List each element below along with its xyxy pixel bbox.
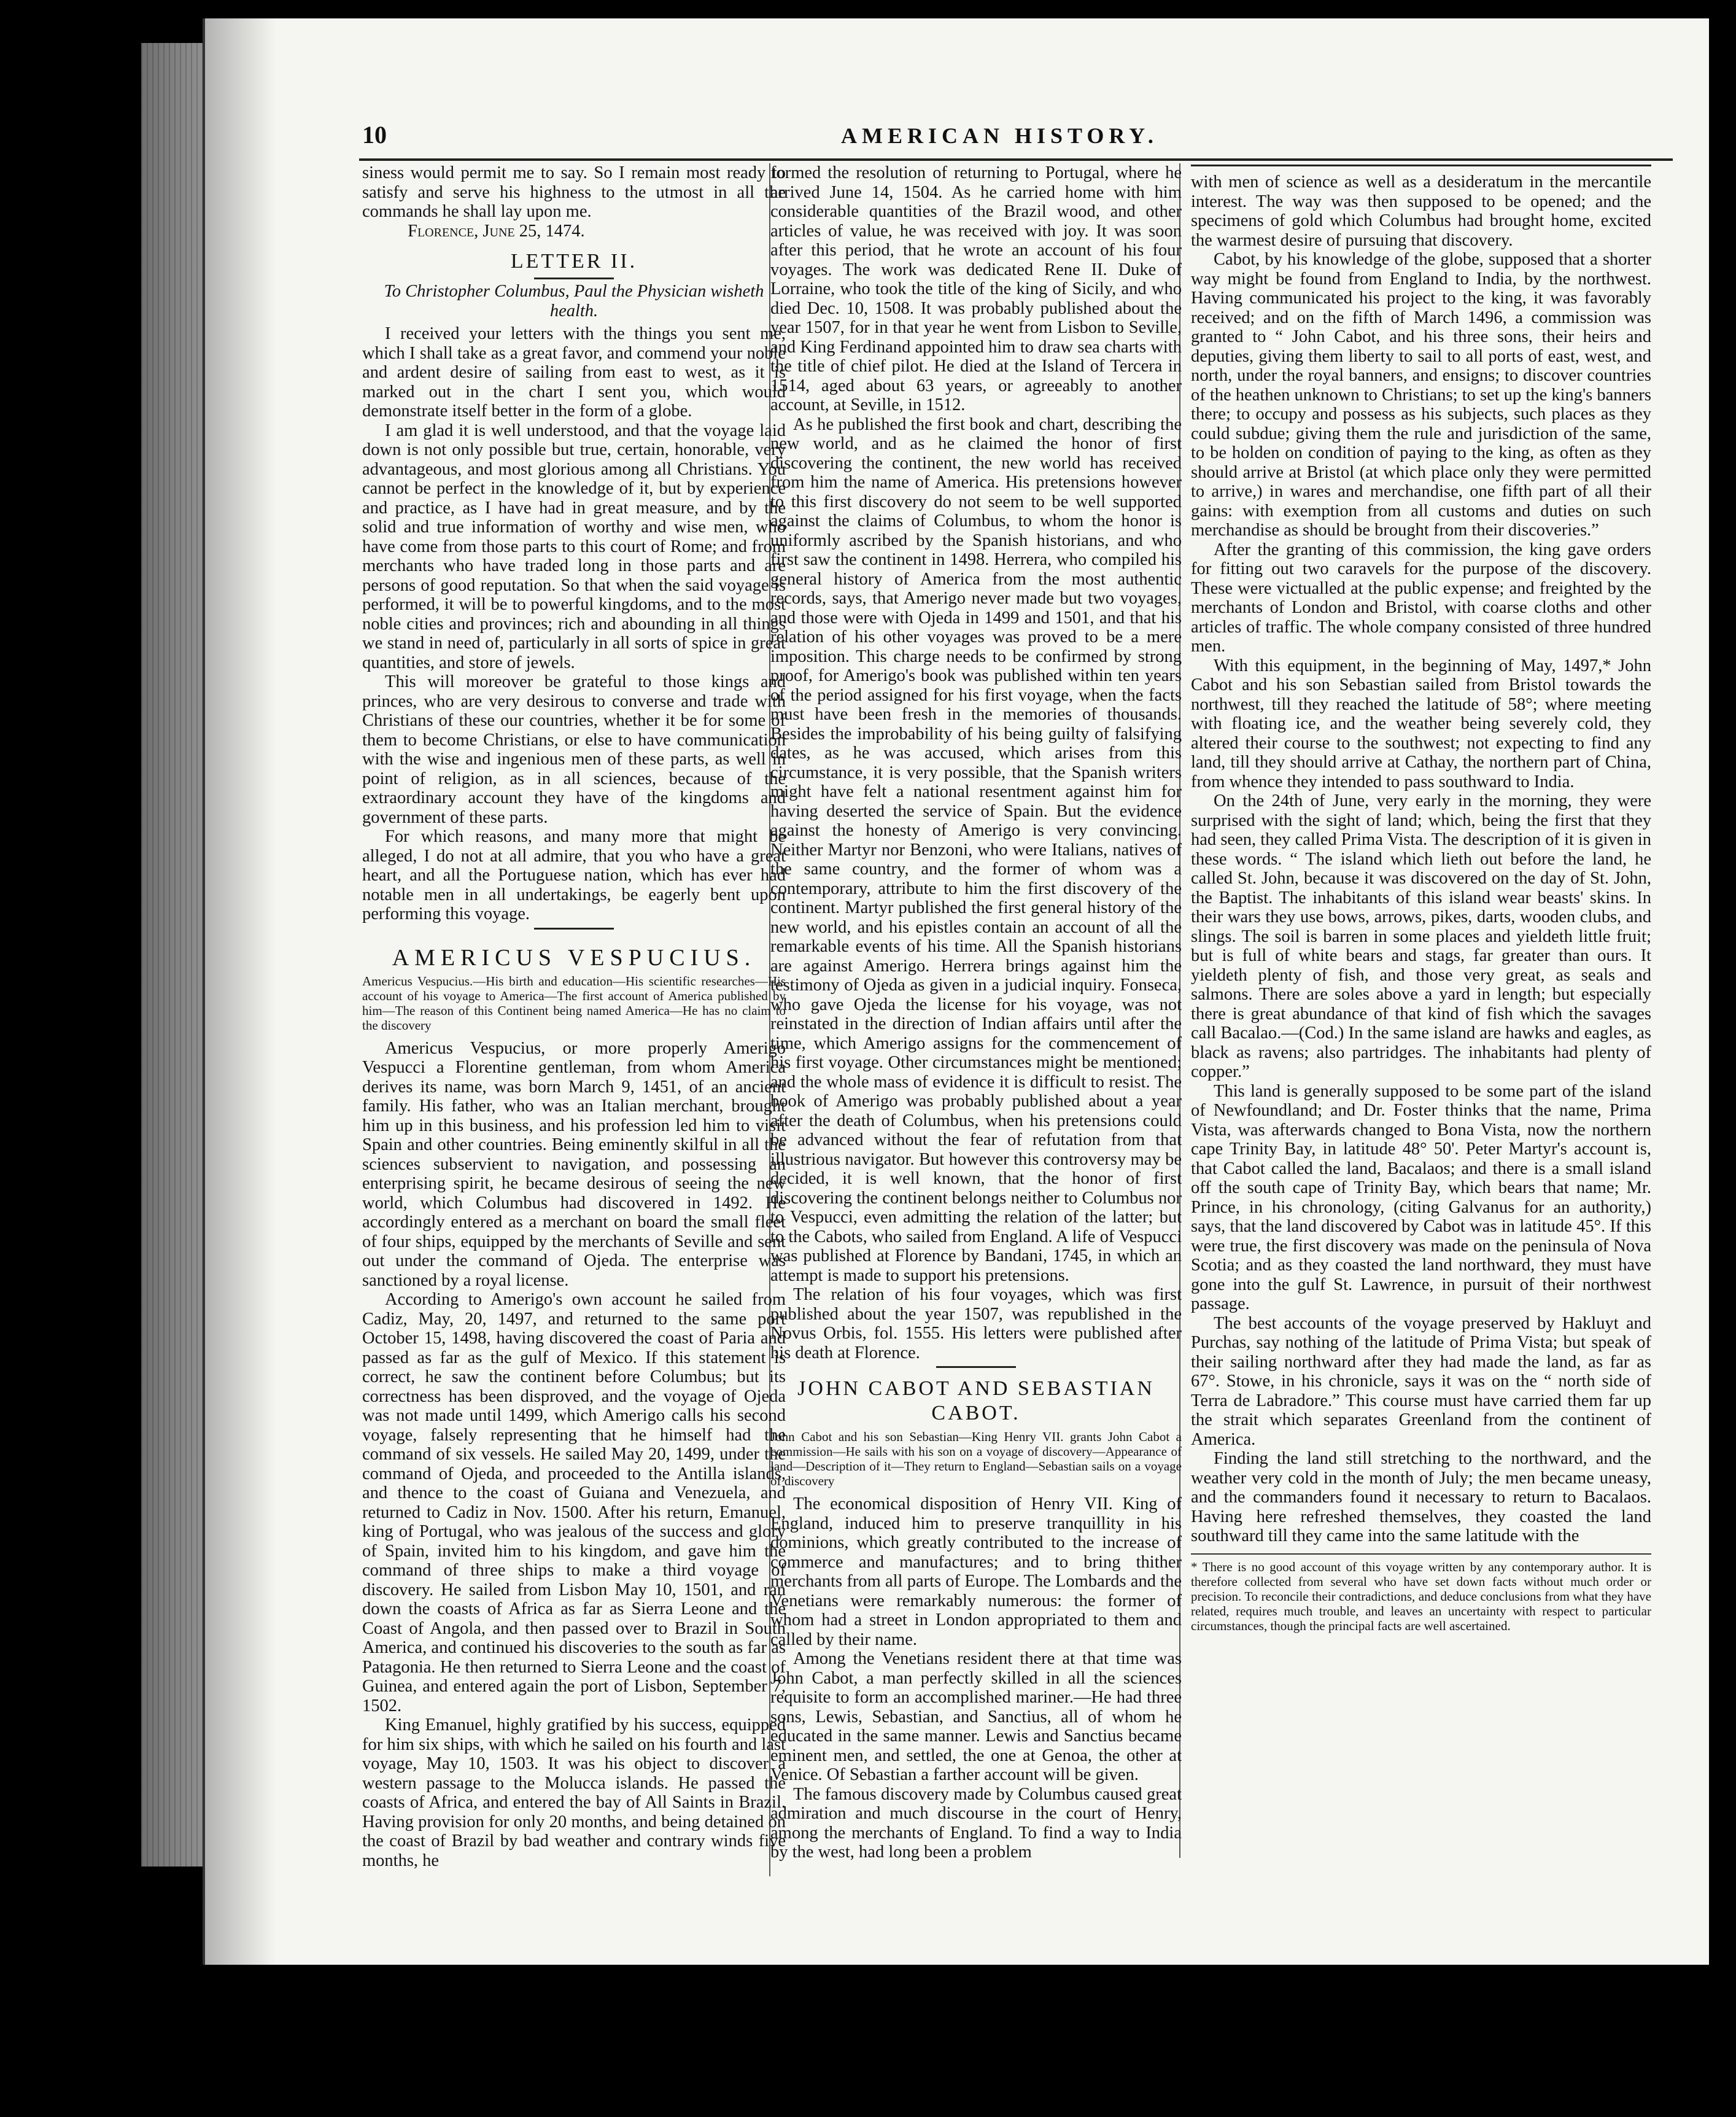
- section-summary: John Cabot and his son Sebastian—King Henry VII. grants John Cabot a commission—He sails with his son on a voyage of discovery—Appearance of land—Description of it—They return to England—Sebastian sails on a voyage of discovery: [770, 1429, 1182, 1488]
- body-paragraph: with men of science as well as a desideratum in the mercantile interest. The way was then supposed to be opened; and the specimens of gold which Columbus had brought home, excited the warmest desire of pursuing that discovery.: [1191, 173, 1651, 250]
- letter-paragraph: I received your letters with the things you sent me, which I shall take as a great favor, and commend your noble and ardent desire of sailing from east to west, as it is marked out in the chart I sent you, which would demonstrate itself better in the form of a globe.: [362, 324, 786, 421]
- section-heading: AMERICUS VESPUCIUS.: [392, 944, 756, 971]
- dateline: Florence, June 25, 1474.: [408, 221, 585, 241]
- footnote-rule: [1191, 1553, 1651, 1555]
- letter-closing: siness would permit me to say. So I remain most ready to satisfy and serve his highness to the utmost in all the commands he shall lay upon me.: [362, 163, 786, 221]
- body-paragraph: As he published the first book and chart, describing the new world, and as he claimed the honor of first discovering the continent, the new world has received from him the name of America. His pretensions however to this first discovery do not seem to be well supported against the claims of Columbus, to whom the honor is uniformly ascribed by the Spanish historians, and who first saw the continent in 1498. Herrera, who compiled his general history of America from the most authentic records, says, that Amerigo never made but two voyages, and those were with Ojeda in 1499 and 1501, and that his relation of his other voyages was proved to be a mere imposition. This charge needs to be confirmed by strong proof, for Amerigo's book was published within ten years of the period assigned for his first voyage, when the facts must have been fresh in the memories of thousands. Besides the improbability of his being guilty of falsifying dates, as he was accused, which arises from this circumstance, it is very possible, that the Spanish writers might have felt a national resentment against him for having deserted the service of Spain. But the evidence against the honesty of Amerigo is very convincing. Neither Martyr nor Benzoni, who were Italians, natives of the same country, and the former of whom was a contemporary, attribute to him the first discovery of the continent. Martyr published the first general history of the new world, and his epistles contain an account of all the remarkable events of his time. All the Spanish historians are against Amerigo. Herrera brings against him the testimony of Ojeda as given in a judicial inquiry. Fonseca, who gave Ojeda the license for his voyage, was not reinstated in the direction of Indian affairs until after the time, which Amerigo assigns for the commencement of his first voyage. Other circumstances might be mentioned; and the whole mass of evidence it is difficult to resist. The book of Amerigo was probably published about a year after the death of Columbus, when his pretensions could be advanced without the fear of refutation from that illustrious navigator. But however this controversy may be decided, it is well known, that the honor of first discovering the continent belongs neither to Columbus nor to Vespucci, even admitting the relation of the latter; but to the Cabots, who sailed from England. A life of Vespucci was published at Florence by Bandani, 1745, in which an attempt is made to support his pretensions.: [770, 414, 1182, 1285]
- body-paragraph: Among the Venetians resident there at that time was John Cabot, a man perfectly skilled in all the sciences requisite to form an accomplished mariner.—He had three sons, Lewis, Sebastian, and Sanctius, all of whom he educated in the same manner. Lewis and Sanctius became eminent men, and settled, the one at Genoa, the other at Venice. Of Sebastian a farther account will be given.: [770, 1649, 1182, 1784]
- body-paragraph: formed the resolution of returning to Portugal, where he arrived June 14, 1504. As he carried home with him considerable quantities of the Brazil wood, and other articles of value, he was received with joy. It was soon after this period, that he wrote an account of his four voyages. The work was dedicated Rene II. Duke of Lorraine, who took the title of the king of Sicily, and who died Dec. 10, 1508. It was probably published about the year 1507, for in that year he went from Lisbon to Seville, and King Ferdinand appointed him to draw sea charts with the title of chief pilot. He died at the Island of Tercera in 1514, aged about 63 years, or agreeably to another account, at Seville, in 1512.: [770, 163, 1182, 414]
- column-2: [770, 163, 1182, 1970]
- letter-paragraph: This will moreover be grateful to those kings and princes, who are very desirous to converse and trade with Christians of these our countries, whether it be for some of them to become Christians, or else to have communication with the wise and ingenious men of these parts, as well in point of religion, as in all sciences, because of the extraordinary account they have of the kingdoms and government of these parts.: [362, 672, 786, 827]
- body-paragraph: King Emanuel, highly gratified by his success, equipped for him six ships, with which he sailed on his fourth and last voyage, May 10, 1503. It was his object to discover a western passage to the Molucca islands. He passed the coasts of Africa, and entered the bay of All Saints in Brazil. Having provision for only 20 months, and being detained on the coast of Brazil by bad weather and contrary winds five months, he: [362, 1715, 786, 1870]
- body-paragraph: This land is generally supposed to be some part of the island of Newfoundland; and Dr. Foster thinks that the name, Prima Vista, was afterwards changed to Bona Vista, now the northern cape Trinity Bay, in latitude 48° 50'. Peter Martyr's account is, that Cabot called the land, Bacalaos; and there is a small island off the south cape of Trinity Bay, which bears that name; Mr. Prince, in his chronology, (citing Galvanus for an authority,) says, that the land discovered by Cabot was in latitude 45°. If this were true, the first discovery was made on the peninsula of Nova Scotia; and as they coasted the land northward, they must have gone into the gulf St. Lawrence, in pursuit of their northwest passage.: [1191, 1081, 1651, 1313]
- letter-paragraph: I am glad it is well understood, and that the voyage laid down is not only possible but true, certain, honorable, very advantageous, and most glorious among all Christians. You cannot be perfect in the knowledge of it, but by experience and practice, as I have had in great measure, and by the solid and true information of worthy and wise men, who have come from those parts to this court of Rome; and from merchants who have traded long in those parts and are persons of good reputation. So that when the said voyage is performed, it will be to powerful kingdoms, and to the most noble cities and provinces; rich and abounding in all things we stand in need of, particularly in all sorts of spice in great quantities, and store of jewels.: [362, 421, 786, 672]
- gutter-shadow: [203, 18, 276, 1965]
- body-paragraph: After the granting of this commission, the king gave orders for fitting out two caravels for the purpose of the discovery. These were victualled at the public expense; and freighted by the merchants of London and Bristol, with coarse cloths and other articles of traffic. The whole company consisted of three hundred men.: [1191, 540, 1651, 656]
- body-paragraph: The economical disposition of Henry VII. King of England, induced him to preserve tranquillity in his dominions, which greatly contributed to the increase of commerce and manufactures; and to bring thither merchants from all parts of Europe. The Lombards and the Venetians were remarkably numerous: the former of whom had a street in London appropriated to them and called by their name.: [770, 1494, 1182, 1649]
- body-paragraph: The relation of his four voyages, which was first published about the year 1507, was republished in the Novus Orbis, fol. 1555. His letters were published after his death at Florence.: [770, 1285, 1182, 1362]
- section-rule: [936, 1366, 1016, 1368]
- body-paragraph: Cabot, by his knowledge of the globe, supposed that a shorter way might be found from England to India, by the northwest. Having communicated his project to the king, it was favorably received; and on the fifth of March 1496, a commission was granted to “ John Cabot, and his three sons, their heirs and deputies, giving them liberty to sail to all ports of east, west, and north, under the royal banners, and ensigns; to discover countries of the heathen unknown to Christians; to set up the king's banners there; to occupy and possess as his subjects, such places as they could subdue; giving them the rule and jurisdiction of the same, to be holden on condition of paying to the king, as often as they should arrive at Bristol (at which place only they were permitted to arrive,) in wares and merchandise, one fifth part of all their gains: with exemption from all customs and duties on such merchandise as should be brought from their discoveries.”: [1191, 250, 1651, 540]
- body-paragraph: Americus Vespucius, or more properly Amerigo Vespucci a Florentine gentleman, from whom America derives its name, was born March 9, 1451, of an ancient family. His father, who was an Italian merchant, brought him up in this business, and his profession led him to visit Spain and other countries. Being eminently skilful in all the sciences subservient to navigation, and possessing an enterprising spirit, he became desirous of seeing the new world, which Columbus had discovered in 1492. He accordingly entered as a merchant on board the small fleet of four ships, equipped by the merchants of Seville and sent out under the command of Ojeda. The enterprise was sanctioned by a royal license.: [362, 1038, 786, 1290]
- column-1: [362, 163, 786, 1970]
- body-paragraph: Finding the land still stretching to the northward, and the weather very cold in the month of July; the men became uneasy, and the commanders found it necessary to return to Bacalaos. Having here refreshed themselves, they coasted the land southward till they came into the same latitude with the: [1191, 1449, 1651, 1545]
- column-3: [1191, 163, 1651, 1970]
- page-number: 10: [362, 121, 387, 149]
- body-paragraph: The famous discovery made by Columbus caused great admiration and much discourse in the court of Henry, among the merchants of England. To find a way to India by the west, had long been a problem: [770, 1784, 1182, 1862]
- letter-paragraph: For which reasons, and many more that might be alleged, I do not at all admire, that you who have a great heart, and all the Portuguese nation, which has ever had notable men in all undertakings, be eagerly bent upon performing this voyage.: [362, 827, 786, 923]
- section-heading: JOHN CABOT AND SEBASTIAN CABOT.: [797, 1377, 1155, 1424]
- column-top-rule: [1191, 165, 1651, 166]
- body-paragraph: The best accounts of the voyage preserved by Hakluyt and Purchas, say nothing of the latitude of Prima Vista; but speak of their sailing northward after they had made the land, as far as 67°. Stowe, in his chronicle, says it was on the “ north side of Terra de Labradore.” This course must have carried them far up the strait which separates Greenland from the continent of America.: [1191, 1313, 1651, 1449]
- letter-salutation: To Christopher Columbus, Paul the Physician wisheth health.: [384, 282, 764, 320]
- body-paragraph: According to Amerigo's own account he sailed from Cadiz, May, 20, 1497, and returned to the same port October 15, 1498, having discovered the coast of Paria and passed as far as the gulf of Mexico. If this statement is correct, he saw the continent before Columbus; but its correctness has been disproved, and the voyage of Ojeda was not made until 1499, which Amerigo calls his second voyage, falsely representing that he himself had the command of six vessels. He sailed May 20, 1499, under the command of Ojeda, and proceeded to the Antilla islands, and thence to the coast of Guiana and Venezuela, and returned to Cadiz in Nov. 1500. After his return, Emanuel, king of Portugal, who was jealous of the success and glory of Spain, invited him to his kingdom, and gave him the command of three ships to make a third voyage of discovery. He sailed from Lisbon May 10, 1501, and ran down the coasts of Africa as far as Sierra Leone and the Coast of Angola, and then passed over to Brazil in South America, and continued his discoveries to the south as far as Patagonia. He then returned to Sierra Leone and the coast of Guinea, and entered again the port of Lisbon, September 7, 1502.: [362, 1290, 786, 1715]
- footnote: * There is no good account of this voyage written by any contemporary author. It is therefore collected from several who have set down facts without much order or precision. To reconcile their contradictions, and deduce conclusions from what they have related, requires much trouble, and leaves an uncertainty with respect to particular circumstances, though the principal facts are well ascertained.: [1191, 1559, 1651, 1633]
- body-paragraph: With this equipment, in the beginning of May, 1497,* John Cabot and his son Sebastian sailed from Bristol towards the northwest, till they reached the latitude of 58°; where meeting with floating ice, and the weather being severely cold, they altered their course to the southwest; not expecting to find any land, till they should arrive at Cathay, the northern part of China, from whence they intended to pass southward to India.: [1191, 656, 1651, 791]
- letter-heading: LETTER II.: [510, 250, 638, 273]
- header-rule: [359, 158, 1673, 161]
- running-head: AMERICAN HISTORY.: [841, 123, 1158, 148]
- heading-rule: [534, 278, 614, 279]
- body-paragraph: On the 24th of June, very early in the morning, they were surprised with the sight of land; which, being the first that they had seen, they called Prima Vista. The description of it is given in these words. “ The island which lieth out before the land, he called St. John, because it was discovered on the day of St. John, the Baptist. The inhabitants of this island wear beasts' skins. In their wars they use bows, arrows, pikes, darts, wooden clubs, and slings. The soil is barren in some places and yieldeth little fruit; but is full of white bears and stags, far greater than ours. It yieldeth plenty of fish, and those very great, as seals and salmons. There are soles above a yard in length; but especially there is great abundance of that kind of fish which the savages call Bacalao.—(Cod.) In the same island are hawks and eagles, as black as ravens; also partridges. The inhabitants had plenty of copper.”: [1191, 791, 1651, 1081]
- section-summary: Americus Vespucius.—His birth and education—His scientific researches—His account of his voyage to America—The first account of America published by him—The reason of this Continent being named America—He has no claim to the discovery: [362, 973, 786, 1033]
- section-rule: [534, 928, 614, 930]
